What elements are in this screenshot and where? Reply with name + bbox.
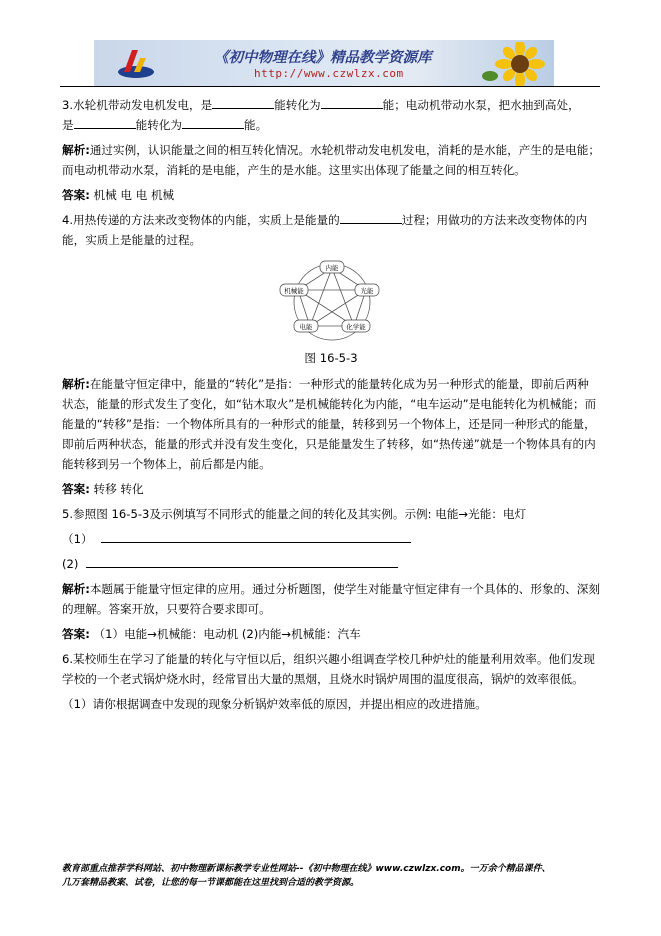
q3-blank-3[interactable] bbox=[74, 116, 136, 129]
energy-star-diagram bbox=[262, 256, 402, 346]
node-electric-energy bbox=[294, 320, 318, 332]
q4-answer bbox=[62, 479, 600, 499]
question-6 bbox=[62, 649, 600, 689]
q6-text-1: 6.某校师生在学习了能量的转化与守恒以后，组织兴趣小组调查学校几种炉灶的能量利用效率。他们发现学校的一个老式锅炉烧水时，经常冒出大量的黑烟，且烧水时锅炉周围的温度很高，锅炉的效率很低。 bbox=[62, 652, 595, 686]
q3-analysis-text: 通过实例，认识能量之间的相互转化情况。水轮机带动发电机发电，消耗的是水能，产生的是电能；而电动机带动水泵，消耗的是电能，产生的是水能。这里实出体现了能量之间的相互转化。 bbox=[62, 143, 600, 177]
q5-blank-1[interactable] bbox=[101, 530, 411, 543]
q5-blank-2[interactable] bbox=[86, 555, 398, 568]
question-4 bbox=[62, 210, 600, 250]
q4-answer-text: 转移 转化 bbox=[93, 482, 144, 496]
q3-text-1: 3.水轮机带动发电机发电，是 bbox=[62, 98, 213, 112]
q4-blank-1[interactable] bbox=[340, 211, 402, 224]
node-label-mechanical: 机械能 bbox=[284, 287, 304, 295]
question-3 bbox=[62, 95, 600, 135]
q3-text-4: 是 bbox=[62, 118, 74, 132]
banner-url[interactable]: http://www.czwlzx.com bbox=[254, 67, 404, 80]
node-light-energy bbox=[355, 284, 379, 296]
q3-text-2: 能转化为 bbox=[274, 98, 321, 112]
footer-line-2: 几万套精品教案、试卷，让您的每一节课都能在这里找到合适的教学资源。 bbox=[62, 878, 360, 888]
q4-text-1: 4.用热传递的方法来改变物体的内能，实质上是能量的 bbox=[62, 213, 340, 227]
q3-blank-1[interactable] bbox=[212, 96, 274, 109]
energy-diagram bbox=[62, 256, 600, 346]
q6-text-2: （1）请你根据调查中发现的现象分析锅炉效率低的原因，并提出相应的改进措施。 bbox=[62, 697, 487, 711]
q3-blank-2[interactable] bbox=[321, 96, 383, 109]
site-logo-icon bbox=[116, 46, 156, 82]
q3-answer bbox=[62, 185, 600, 205]
page-footer bbox=[62, 862, 602, 890]
q5-item-2-label: (2) bbox=[62, 557, 79, 571]
q6-subquestion-1 bbox=[62, 694, 600, 714]
q5-text-1: 5.参照图 16-5-3及示例填写不同形式的能量之间的转化及其实例。示例: 电能→光能：电灯 bbox=[62, 507, 527, 521]
q4-analysis-label: 解析: bbox=[62, 377, 90, 391]
q5-item-1-label: （1） bbox=[62, 532, 93, 546]
q5-item-2 bbox=[62, 554, 600, 574]
node-label-chemical: 化学能 bbox=[346, 323, 366, 331]
q4-answer-label: 答案: bbox=[62, 482, 90, 496]
header-rule bbox=[60, 86, 600, 87]
q3-answer-text: 机械 电 电 机械 bbox=[93, 188, 175, 202]
banner-title: 《初中物理在线》精品教学资源库 bbox=[214, 49, 432, 66]
q3-text-3: 能；电动机带动水泵，把水抽到高处， bbox=[382, 98, 580, 112]
node-label-light: 光能 bbox=[360, 287, 374, 295]
q5-analysis bbox=[62, 579, 600, 619]
q3-answer-label: 答案: bbox=[62, 188, 90, 202]
q4-text-2: 过程；用做功的方法来改变物体的内能，实质上是能量的过程。 bbox=[62, 213, 588, 247]
node-mechanical-energy bbox=[280, 284, 308, 296]
q3-text-5: 能转化为 bbox=[135, 118, 182, 132]
footer-line-1: 教育部重点推荐学科网站、初中物理新课标教学专业性网站--《初中物理在线》www.czwlzx.com。一万余个精品课件、 bbox=[62, 864, 551, 874]
figure-caption: 图 16-5-3 bbox=[304, 351, 358, 365]
node-label-internal: 内能 bbox=[325, 264, 339, 272]
q4-analysis bbox=[62, 374, 600, 474]
q3-text-6: 能。 bbox=[244, 118, 268, 132]
node-chemical-energy bbox=[342, 320, 370, 332]
q5-answer-text: （1）电能→机械能：电动机 (2)内能→机械能：汽车 bbox=[93, 627, 361, 641]
q5-analysis-label: 解析: bbox=[62, 582, 90, 596]
node-internal-energy bbox=[320, 261, 344, 273]
q3-analysis bbox=[62, 140, 600, 180]
q3-blank-4[interactable] bbox=[182, 116, 244, 129]
q5-answer-label: 答案: bbox=[62, 627, 90, 641]
q5-item-1 bbox=[62, 529, 600, 549]
question-5 bbox=[62, 504, 600, 524]
sunflower-icon bbox=[480, 42, 550, 86]
q5-analysis-text: 本题属于能量守恒定律的应用。通过分析题图，使学生对能量守恒定律有一个具体的、形象的、深刻的理解。答案开放，只要符合要求即可。 bbox=[62, 582, 600, 616]
q5-answer bbox=[62, 624, 600, 644]
node-label-electric: 电能 bbox=[299, 323, 313, 331]
q3-analysis-label: 解析: bbox=[62, 143, 90, 157]
header-banner bbox=[94, 40, 554, 86]
q4-analysis-text: 在能量守恒定律中，能量的“转化”是指：一种形式的能量转化成为另一种形式的能量，即前后两种状态，能量的形式发生了变化，如“钻木取火”是机械能转化为内能，“电车运动”是电能转化为机械能；而能量的“转移”是指：一个物体所具有的一种形式的能量，转移到另一个物体上，还是同一种形式的能量，即前后两种状态，能量的形式并没有发生变化，只是能量发生了转移，如“热传递”就是一个物体具有的内能转移到另一个物体上，前后都是内能。 bbox=[62, 377, 597, 471]
document-body bbox=[62, 95, 600, 719]
